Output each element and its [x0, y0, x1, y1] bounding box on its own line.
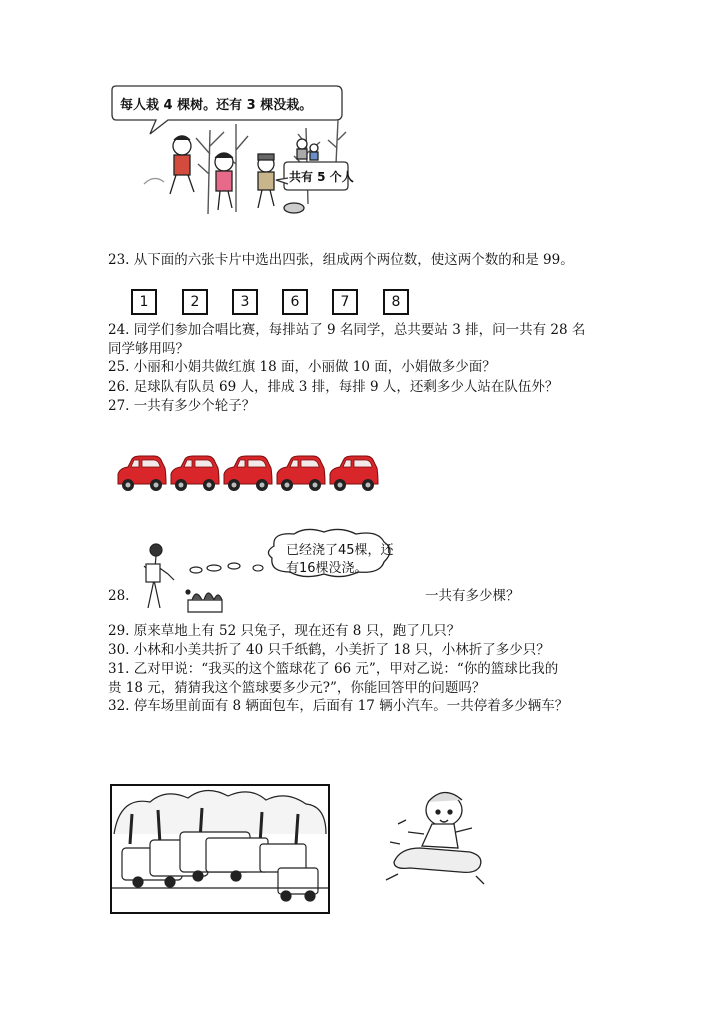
question-25: 25. 小丽和小娟共做红旗 18 面，小丽做 10 面，小娟做多少面？ [108, 359, 496, 375]
planting-bubble-left: 每人栽 4 棵树。还有 3 棵没栽。 [120, 98, 313, 113]
snowboard-illustration [380, 784, 490, 894]
digit-card-2: 2 [182, 289, 208, 315]
question-28-text: 一共有多少棵？ [425, 588, 520, 604]
cars-row [116, 452, 380, 492]
snowboard-scene [380, 784, 490, 894]
digit-card-3: 3 [232, 289, 258, 315]
question-26: 26. 足球队有队员 69 人，排成 3 排，每排 9 人，还剩多少人站在队伍外？ [108, 379, 559, 395]
digit-card-5: 7 [332, 289, 358, 315]
planting-bubble-right: 共有 5 个人 [289, 170, 354, 184]
watering-bubble-line-1: 已经浇了45棵，还 [286, 543, 394, 558]
digit-card-1: 1 [131, 289, 157, 315]
question-24-line-1: 24. 同学们参加合唱比赛，每排站了 9 名同学，总共要站 3 排，问一共有 28 名 [108, 322, 586, 338]
question-24-line-2: 同学够用吗？ [108, 341, 189, 357]
question-30: 30. 小林和小美共折了 40 只千纸鹤，小美折了 18 只，小林折了多少只？ [108, 642, 550, 658]
watering-illustration [134, 528, 424, 618]
parking-lot-illustration [110, 784, 330, 914]
question-32: 32. 停车场里前面有 8 辆面包车，后面有 17 辆小汽车。一共停着多少辆车？ [108, 698, 569, 714]
planting-illustration [108, 84, 354, 220]
cars-illustration [116, 452, 380, 492]
question-27: 27. 一共有多少个轮子？ [108, 398, 256, 414]
watering-bubble-line-2: 有16棵没浇。 [286, 561, 368, 576]
question-29: 29. 原来草地上有 52 只兔子，现在还有 8 只，跑了几只？ [108, 623, 461, 639]
question-31-line-1: 31. 乙对甲说：“我买的这个篮球花了 66 元”，甲对乙说：“你的篮球比我的 [108, 661, 559, 677]
digit-card-6: 8 [383, 289, 409, 315]
question-23: 23. 从下面的六张卡片中选出四张，组成两个两位数，使这两个数的和是 99。 [108, 252, 574, 268]
digit-card-4: 6 [282, 289, 308, 315]
parking-lot-scene [110, 784, 330, 914]
question-28-number: 28. [108, 588, 130, 604]
question-31-line-2: 贵 18 元，猜猜我这个篮球要多少元?”，你能回答甲的问题吗？ [108, 680, 486, 696]
